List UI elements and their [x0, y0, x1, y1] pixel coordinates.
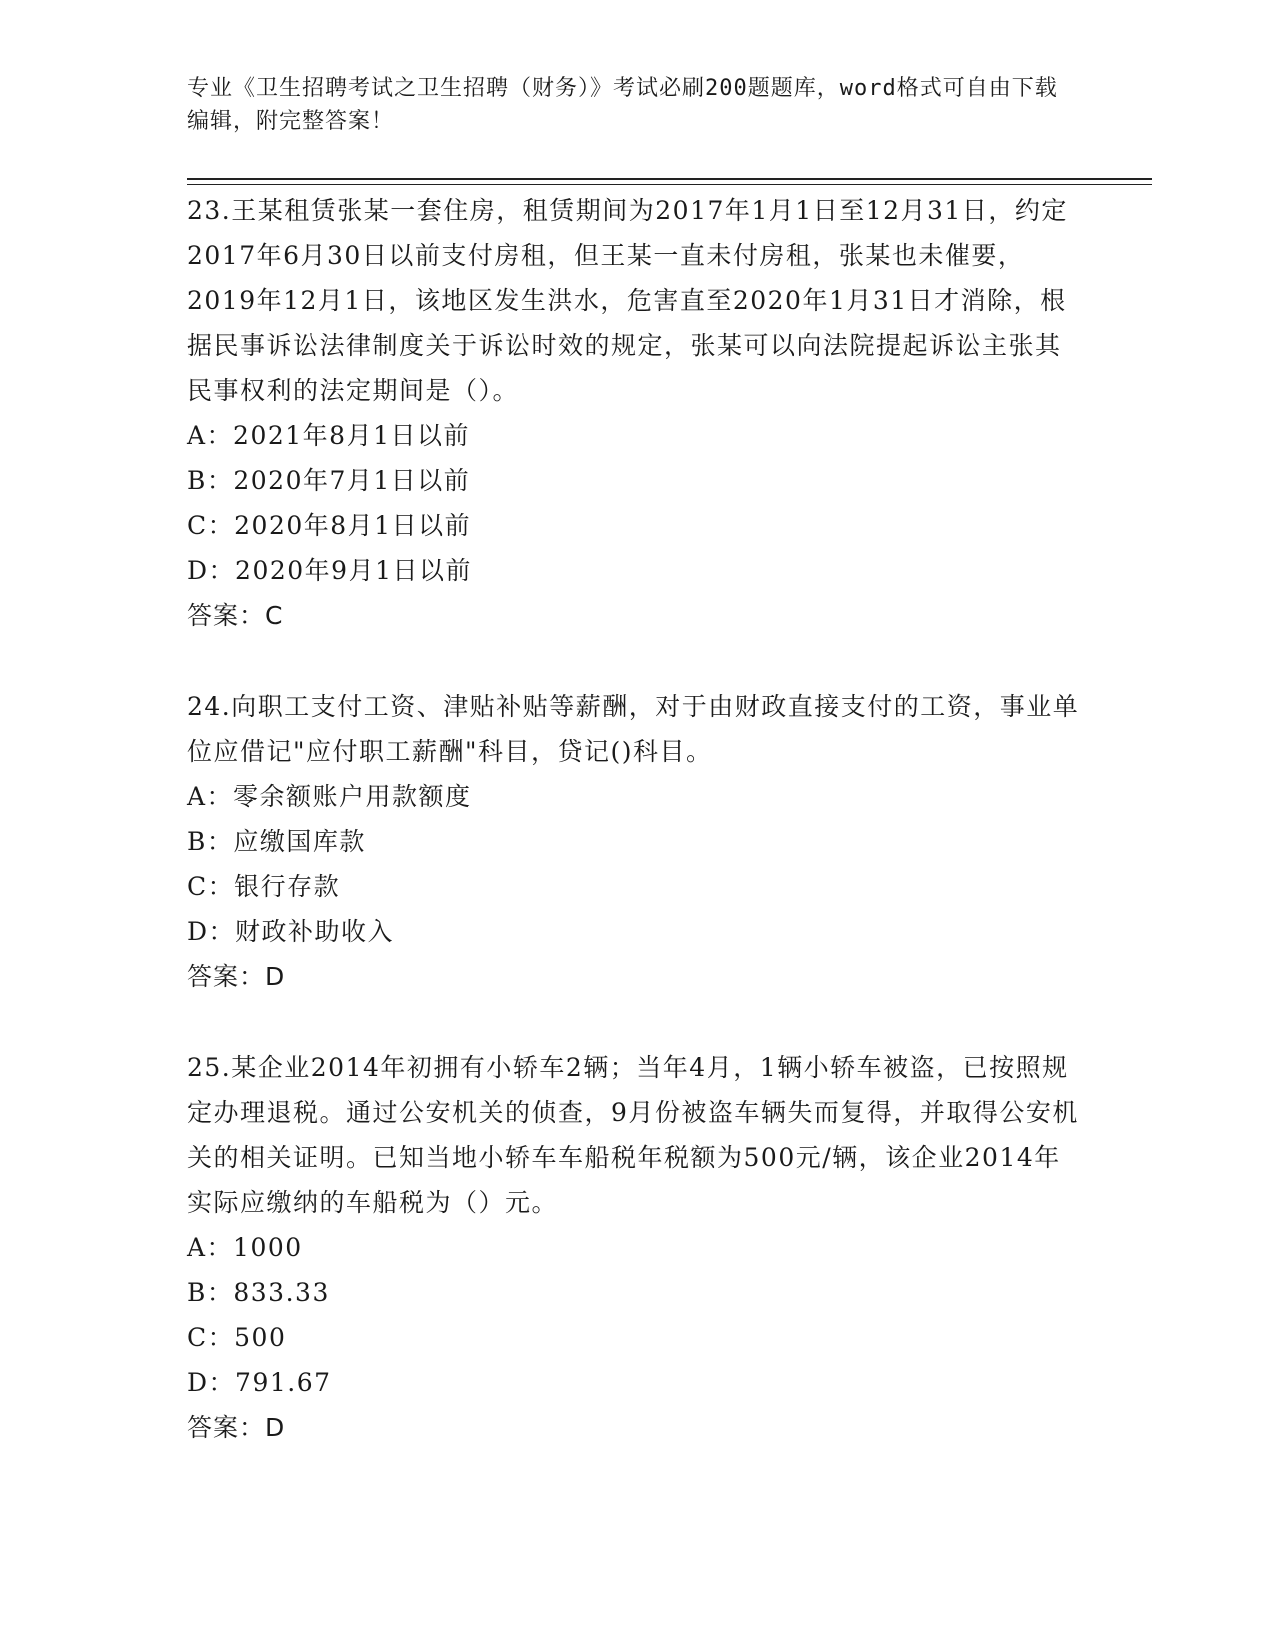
option-d: D：财政补助收入	[187, 917, 395, 946]
option-a: A：2021年8月1日以前	[187, 421, 470, 450]
answer-line: 答案：C	[187, 601, 284, 630]
option-b: B：2020年7月1日以前	[187, 466, 471, 495]
option-a: A：1000	[187, 1233, 303, 1262]
answer-line: 答案：D	[187, 1413, 286, 1442]
question-24	[187, 684, 1087, 999]
question-stem: 25.某企业2014年初拥有小轿车2辆；当年4月，1辆小轿车被盗，已按照规定办理退税。通过公安机关的侦查，9月份被盗车辆失而复得，并取得公安机关的相关证明。已知当地小轿车车船税年税额为500元/辆，该企业2014年实际应缴纳的车船税为（）元。	[187, 1053, 1079, 1217]
question-list	[187, 188, 1087, 1496]
question-23	[187, 188, 1087, 638]
option-c: C：500	[187, 1323, 287, 1352]
option-c: C：2020年8月1日以前	[187, 511, 472, 540]
answer-line: 答案：D	[187, 962, 286, 991]
header-rule-thin	[187, 184, 1152, 185]
question-stem: 24.向职工支付工资、津贴补贴等薪酬，对于由财政直接支付的工资，事业单位应借记"应付职工薪酬"科目，贷记()科目。	[187, 692, 1080, 766]
option-d: D：791.67	[187, 1368, 332, 1397]
option-b: B：应缴国库款	[187, 827, 366, 856]
header-rule-thick	[187, 178, 1152, 180]
option-a: A：零余额账户用款额度	[187, 782, 472, 811]
option-d: D：2020年9月1日以前	[187, 556, 472, 585]
document-header: 专业《卫生招聘考试之卫生招聘（财务）》考试必刷200题题库，word格式可自由下载编辑，附完整答案！	[187, 76, 1058, 134]
question-stem: 23.王某租赁张某一套住房，租赁期间为2017年1月1日至12月31日，约定2017年6月30日以前支付房租，但王某一直未付房租，张某也未催要，2019年12月1日，该地区发生洪水，危害直至2020年1月31日才消除，根据民事诉讼法律制度关于诉讼时效的规定，张某可以向法院提起诉讼主张其民事权利的法定期间是（）。	[187, 196, 1068, 405]
question-25	[187, 1045, 1087, 1450]
option-b: B：833.33	[187, 1278, 330, 1307]
option-c: C：银行存款	[187, 872, 341, 901]
